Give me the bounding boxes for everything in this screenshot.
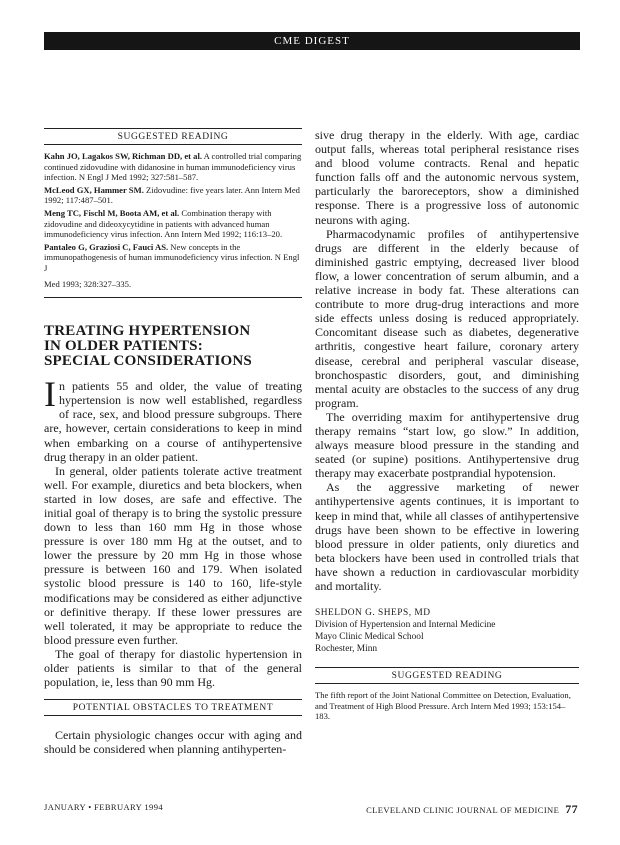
title-line: TREATING HYPERTENSION bbox=[44, 323, 251, 340]
reference-authors: Pantaleo G, Graziosi C, Fauci AS. bbox=[44, 241, 169, 252]
body-paragraph: The overriding maxim for antihypertensive drug therapy remains “start low, go slow.” In addition, always measure blood pressure in the standing and seated (or supine) positions. Antihypertensive drug therapy may exacerbate postprandial hypotension. bbox=[315, 409, 579, 481]
reference-authors: McLeod GX, Hammer SM. bbox=[44, 184, 144, 195]
left-column bbox=[44, 128, 302, 756]
reference-item bbox=[44, 208, 302, 240]
body-paragraph: As the aggressive marketing of newer antihypertensive agents continues, it is important to keep in mind that, while all classes of antihypertensive drugs have been shown to be effective in lowering blood pressure in older patients, only diuretics and beta blockers have been used in controlled trials that have shown a reduction in cardiovascular morbidity and mortality. bbox=[315, 480, 579, 593]
footer-date: JANUARY • FEBRUARY 1994 bbox=[44, 802, 163, 812]
author-affiliation: Mayo Clinic Medical School bbox=[315, 632, 424, 643]
title-line: IN OLDER PATIENTS: bbox=[44, 338, 203, 355]
reference-item: The fifth report of the Joint National Committee on Detection, Evaluation, and Treatment of High Blood Pressure. Arch Intern Med 1993; 153:154–183. bbox=[315, 690, 571, 722]
journal-name: CLEVELAND CLINIC JOURNAL OF MEDICINE bbox=[366, 805, 560, 815]
divider bbox=[44, 297, 302, 298]
body-paragraph bbox=[44, 374, 302, 464]
body-paragraph: Pharmacodynamic profiles of antihypertensive drugs are different in the elderly because of diminished gastric emptying, decreased liver blood flow, a lower concentration of serum albumin, and a relative increase in body fat. These alterations can contribute to more drug-drug interactions and more side effects unless dosing is reduced appropriately. Concomitant disease such as diabetes, degenerative arthritis, congestive heart failure, coronary artery disease, cerebral and peripheral vascular disease, bronchospastic disorders, gout, and diminishing mental acuity are obstacles to the success of any drug program. bbox=[315, 226, 579, 410]
suggested-reading-heading: SUGGESTED READING bbox=[315, 667, 579, 684]
reference-text: A controlled trial comparing continued zidovudine with didanosine in human immunodeficiency virus infection. N Engl J Med 1992; 327:581–587. bbox=[44, 151, 302, 183]
suggested-reading-right bbox=[315, 667, 579, 722]
author-signature bbox=[315, 607, 579, 655]
reference-item bbox=[44, 242, 302, 274]
section-banner: CME DIGEST bbox=[44, 32, 580, 50]
reference-text: Zidovudine: five years later. Ann Intern Med 1992; 117:487–501. bbox=[44, 184, 300, 206]
right-column bbox=[315, 128, 579, 724]
reference-text: Med 1993; 328:327–335. bbox=[44, 278, 132, 289]
suggested-reading-heading: SUGGESTED READING bbox=[44, 128, 302, 145]
author-affiliation: Division of Hypertension and Internal Medicine bbox=[315, 620, 496, 631]
reference-authors: Meng TC, Fischl M, Boota AM, et al. bbox=[44, 207, 180, 218]
title-line: SPECIAL CONSIDERATIONS bbox=[44, 353, 252, 370]
body-paragraph: sive drug therapy in the elderly. With age, cardiac output falls, whereas total peripheral resistance rises and blood volume contracts. Renal and hepatic function falls off and the autonomic nervous system, particularly the baroreceptors, show a diminished response. There is a progressive loss of autonomic neurons with aging. bbox=[315, 128, 579, 227]
footer-journal bbox=[366, 802, 578, 817]
reference-authors: Kahn JO, Lagakos SW, Richman DD, et al. bbox=[44, 151, 202, 161]
paragraph-text: n patients 55 and older, the value of treating hypertension is now well established, regardless of race, sex, and blood pressure subgroups. There are, however, certain considerations to keep in mind when embarking on a course of antihypertensive drug therapy in an older patient. bbox=[44, 379, 302, 464]
drop-cap: I bbox=[44, 374, 56, 415]
reference-item bbox=[44, 151, 302, 183]
page-number: 77 bbox=[565, 802, 578, 816]
body-paragraph: The goal of therapy for diastolic hypertension in older patients is similar to that of the general population, ie, less than 90 mm Hg. bbox=[44, 646, 302, 690]
body-paragraph: In general, older patients tolerate active treatment well. For example, diuretics and beta blockers, when started in low doses, are safe and effective. The initial goal of therapy is to bring the systolic pressure down to less than 160 mm Hg in those whose pressure is over 180 mm Hg at the outset, and to lower the pressure by 20 mm Hg in those whose pressure is between 160 and 179. When isolated systolic blood pressure is 140 to 160, life-style modifications may be considered as either adjunctive or definitive therapy. If these lower pressures are well tolerated, it may be appropriate to reduce the blood pressure even further. bbox=[44, 463, 302, 647]
article-title bbox=[44, 324, 302, 369]
author-location: Rochester, Minn bbox=[315, 644, 378, 655]
reference-text: Combination therapy with zidovudine and dideoxycytidine in patients with advanced human immunodeficiency virus infection. Ann Intern Med 1992; 116:13–20. bbox=[44, 207, 283, 240]
reference-text: New concepts in the immunopathogenesis of human immunodeficiency virus infection. N Engl J bbox=[44, 241, 300, 273]
reference-item bbox=[44, 279, 302, 290]
body-paragraph: Certain physiologic changes occur with aging and should be considered when planning antihyperten- bbox=[44, 728, 302, 757]
suggested-reading-left bbox=[44, 128, 302, 298]
reference-item bbox=[44, 185, 302, 206]
author-name: SHELDON G. SHEPS, MD bbox=[315, 608, 431, 619]
section-heading: POTENTIAL OBSTACLES TO TREATMENT bbox=[44, 699, 302, 716]
